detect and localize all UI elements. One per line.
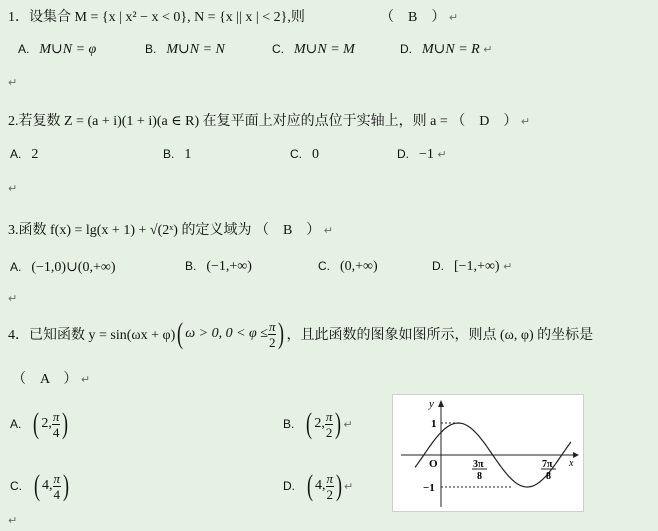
option-label: D.	[432, 259, 444, 273]
origin-label: O	[429, 458, 438, 470]
option-label: B.	[283, 417, 295, 431]
q3-option-b	[185, 259, 252, 275]
sine-graph-figure	[392, 394, 584, 512]
paragraph-mark: ↵	[8, 292, 18, 305]
option-label: B.	[145, 42, 157, 56]
option-first: 2,	[41, 416, 52, 431]
option-label: A.	[10, 260, 22, 274]
option-fraction	[325, 409, 334, 440]
paragraph-mark: ↵	[8, 182, 18, 195]
paragraph-mark: ↵	[323, 224, 334, 237]
fraction-denominator: 4	[52, 424, 60, 440]
option-first: 4,	[42, 478, 53, 493]
q2-option-b	[163, 147, 191, 163]
paragraph-mark: ↵	[520, 115, 531, 128]
fraction-numerator: π	[53, 470, 61, 486]
q4-option-c	[10, 468, 71, 504]
option-label: B.	[185, 259, 197, 273]
x-tick-7pi8-den: 8	[546, 471, 551, 482]
paragraph-mark: ↵	[343, 417, 353, 431]
q1-option-c	[272, 41, 355, 58]
paragraph-mark: ↵	[437, 148, 447, 161]
option-text: 1	[184, 147, 192, 162]
x-tick-3pi8-den: 8	[477, 471, 482, 482]
q3-stem-text: 3.函数 f(x) = lg(x + 1) + √(2ˣ) 的定义域为	[8, 223, 252, 238]
q2-stem-text: 2.若复数 Z = (a + i)(1 + i)(a ∈ R) 在复平面上对应的点位于实轴上，则 a =	[8, 114, 448, 129]
option-text: (−1,0)∪(0,+∞)	[31, 260, 116, 275]
q2-option-c	[290, 147, 319, 163]
option-fraction	[52, 409, 61, 440]
fraction-denominator: 2	[325, 424, 333, 440]
left-paren: (	[34, 469, 40, 502]
q2-answer-text: （ D ）	[451, 114, 518, 129]
option-label: A.	[18, 42, 30, 56]
q1-option-a	[18, 41, 96, 58]
paragraph-mark: ↵	[8, 76, 18, 89]
q4-answer	[12, 368, 90, 388]
q1-stem	[8, 6, 305, 26]
q1-answer-text: （ B ）	[380, 10, 446, 25]
x-axis-label: x	[569, 458, 574, 469]
q4-option-a	[10, 406, 70, 442]
left-paren: (	[177, 317, 184, 350]
q4-answer-text: （ A ）	[12, 372, 78, 387]
q2-option-a	[10, 147, 38, 163]
x-tick-7pi8-num: 7π	[542, 459, 553, 470]
right-paren: )	[63, 469, 70, 502]
option-label: A.	[10, 417, 22, 431]
q3-option-c	[318, 259, 378, 275]
q2-option-d	[397, 147, 447, 163]
option-text: (0,+∞)	[340, 259, 378, 274]
paragraph-mark: ↵	[483, 43, 493, 56]
q4-stem-text: 4．已知函数 y = sin(ωx + φ)	[8, 328, 176, 343]
y-axis-label: y	[429, 398, 434, 410]
option-text: M∪N = R	[422, 42, 480, 57]
q3-option-a	[10, 259, 116, 276]
q4-option-d	[283, 468, 353, 504]
q1-option-b	[145, 41, 225, 58]
fraction-denominator: 2	[268, 334, 276, 350]
fraction-numerator: π	[52, 408, 60, 424]
right-paren: )	[62, 407, 69, 440]
q4-option-b	[283, 406, 353, 442]
right-paren: )	[278, 317, 285, 350]
right-paren: )	[336, 469, 343, 502]
condition-fraction	[268, 319, 277, 350]
left-paren: (	[33, 407, 40, 440]
option-fraction	[326, 471, 335, 502]
q3-stem	[8, 219, 333, 239]
q1-answer	[380, 6, 458, 26]
option-text: M∪N = N	[166, 42, 225, 57]
paragraph-mark: ↵	[503, 260, 513, 273]
paragraph-mark: ↵	[344, 479, 354, 493]
fraction-denominator: 4	[53, 486, 60, 502]
q3-answer-text: （ B ）	[254, 223, 321, 238]
option-first: 4,	[315, 478, 326, 493]
q4-condition: ω > 0, 0 < φ ≤	[185, 326, 268, 341]
option-text: −1	[419, 147, 434, 162]
fraction-denominator: 2	[326, 486, 333, 502]
paragraph-mark: ↵	[8, 514, 18, 527]
fraction-numerator: π	[325, 408, 333, 424]
left-paren: (	[306, 407, 313, 440]
option-label: C.	[318, 259, 330, 273]
option-label: D.	[400, 42, 412, 56]
q1-option-d	[400, 41, 492, 58]
option-text: 0	[312, 147, 319, 162]
x-tick-3pi8-num: 3π	[473, 459, 484, 470]
paragraph-mark: ↵	[80, 373, 91, 386]
option-first: 2,	[314, 416, 325, 431]
q4-stem	[8, 316, 593, 352]
y-tick-minus-1: −1	[423, 482, 435, 494]
option-label: B.	[163, 147, 175, 161]
x-axis-arrow-icon	[573, 452, 579, 458]
option-label: D.	[397, 147, 409, 161]
y-axis-arrow-icon	[438, 400, 444, 407]
option-text: (−1,+∞)	[206, 259, 252, 274]
left-paren: (	[307, 469, 313, 502]
option-fraction	[53, 471, 62, 502]
option-text: M∪N = M	[294, 42, 355, 57]
paragraph-mark: ↵	[448, 11, 459, 24]
fraction-numerator: π	[268, 318, 276, 334]
option-label: C.	[10, 479, 22, 493]
option-text: 2	[31, 147, 39, 162]
q1-stem-text: 1．设集合 M = {x | x² − x < 0}, N = {x || x | < 2},则	[8, 10, 305, 25]
q2-stem	[8, 110, 530, 130]
option-label: C.	[290, 147, 302, 161]
y-tick-1: 1	[431, 418, 437, 430]
q3-option-d	[432, 259, 512, 275]
option-text: [−1,+∞)	[454, 259, 500, 274]
option-label: C.	[272, 42, 284, 56]
right-paren: )	[335, 407, 342, 440]
sine-graph-svg	[393, 395, 583, 511]
fraction-numerator: π	[326, 470, 334, 486]
option-text: M∪N = φ	[39, 42, 97, 57]
q4-stem-text-2: ，且此函数的图象如图所示，则点 (ω, φ) 的坐标是	[286, 328, 594, 343]
option-label: A.	[10, 147, 22, 161]
option-label: D.	[283, 479, 295, 493]
